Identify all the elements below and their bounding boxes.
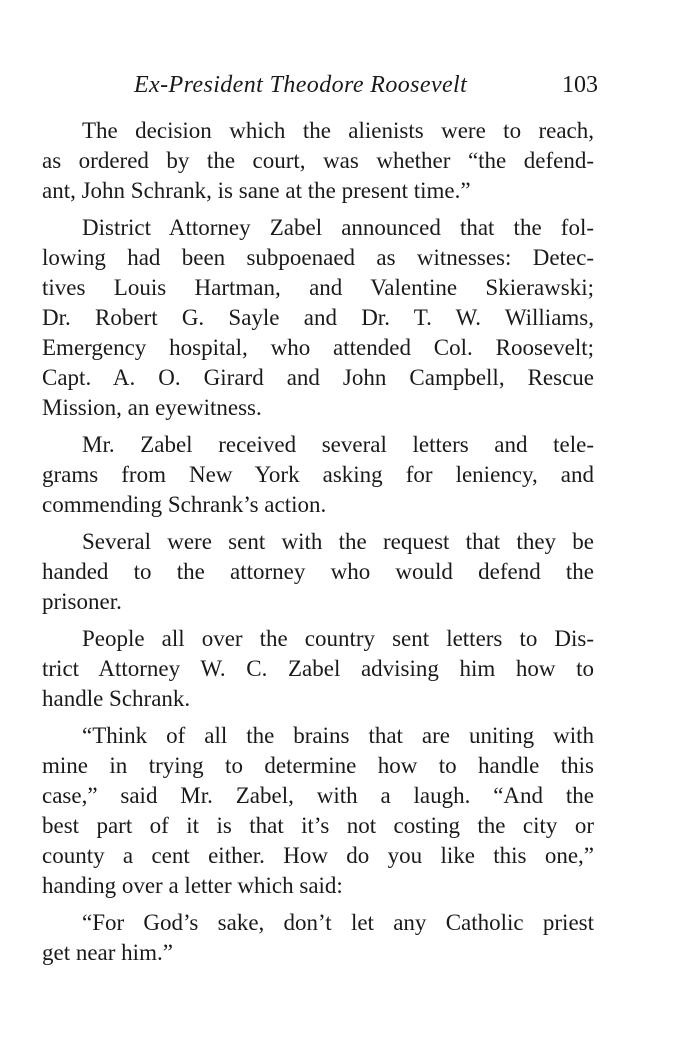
text-line: tives Louis Hartman, and Valentine Skierawski; <box>42 275 594 300</box>
paragraph-1 <box>42 116 594 206</box>
text-line: Dr. Robert G. Sayle and Dr. T. W. Williams, <box>42 305 594 330</box>
text-line: People all over the country sent letters to Dis- <box>82 626 594 651</box>
text-line: commending Schrank’s action. <box>42 492 327 517</box>
text-line: trict Attorney W. C. Zabel advising him how to <box>42 656 594 681</box>
text-line: The decision which the alienists were to reach, <box>82 118 594 143</box>
text-line: case,” said Mr. Zabel, with a laugh. “And the <box>42 783 594 808</box>
paragraph-6 <box>42 721 594 901</box>
text-line: lowing had been subpoenaed as witnesses: Detec- <box>42 245 594 270</box>
text-line: best part of it is that it’s not costing the city or <box>42 813 594 838</box>
text-line: “Think of all the brains that are uniting with <box>82 723 594 748</box>
body-text <box>42 116 594 975</box>
paragraph-4 <box>42 527 594 617</box>
running-head <box>42 72 598 106</box>
text-line: mine in trying to determine how to handle this <box>42 753 594 778</box>
paragraph-5 <box>42 624 594 714</box>
text-line: handle Schrank. <box>42 686 191 711</box>
paragraph-2 <box>42 213 594 423</box>
text-line: Emergency hospital, who attended Col. Roosevelt; <box>42 335 594 360</box>
text-line: District Attorney Zabel announced that the fol- <box>82 215 594 240</box>
text-line: county a cent either. How do you like this one,” <box>42 843 594 868</box>
text-line: get near him.” <box>42 940 173 965</box>
paragraph-7 <box>42 908 594 968</box>
text-line: handed to the attorney who would defend the <box>42 559 594 584</box>
text-line: Capt. A. O. Girard and John Campbell, Rescue <box>42 365 594 390</box>
text-line: as ordered by the court, was whether “the defend- <box>42 148 594 173</box>
text-line: Several were sent with the request that they be <box>82 529 594 554</box>
text-line: prisoner. <box>42 589 122 614</box>
paragraph-3 <box>42 430 594 520</box>
text-line: grams from New York asking for leniency, and <box>42 462 594 487</box>
text-line: ant, John Schrank, is sane at the present time.” <box>42 178 471 203</box>
text-line: “For God’s sake, don’t let any Catholic priest <box>82 910 594 935</box>
running-title: Ex-President Theodore Roosevelt <box>134 72 468 98</box>
page-number: 103 <box>562 72 598 98</box>
text-line: Mission, an eyewitness. <box>42 395 262 420</box>
text-line: Mr. Zabel received several letters and tele- <box>82 432 594 457</box>
text-line: handing over a letter which said: <box>42 873 343 898</box>
